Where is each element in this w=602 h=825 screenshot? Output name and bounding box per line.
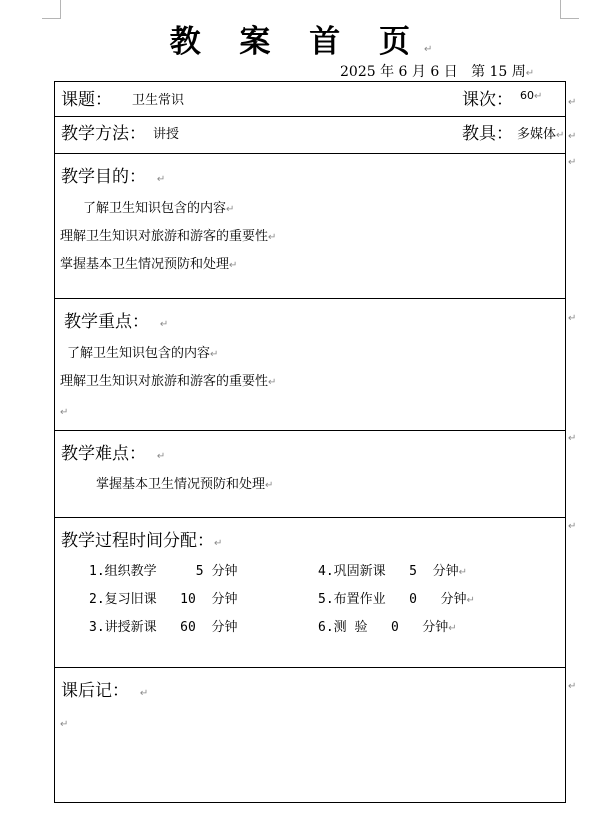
key-point-item: 理解卫生知识对旅游和游客的重要性↵ [60, 374, 277, 389]
paragraph-mark-icon: ↵ [156, 451, 166, 462]
lesson-date: 2025 年 6 月 6 日 [340, 64, 458, 80]
row-end-mark-icon: ↵ [568, 131, 577, 142]
schedule-item: 4.巩固新课 5 分钟↵ [318, 564, 468, 579]
paragraph-mark-icon: ↵ [60, 719, 69, 730]
difficulties-label: 教学难点： ↵ [61, 444, 166, 464]
schedule-item: 5.布置作业 0 分钟↵ [318, 592, 475, 607]
row-divider [55, 517, 565, 518]
paragraph-mark-icon: ↵ [214, 538, 223, 549]
paragraph-mark-icon: ↵ [156, 174, 166, 185]
topic-label: 课题： [61, 90, 112, 110]
lesson-week: 第 15 周 [471, 64, 526, 80]
key-points-label: 教学重点： ↵ [64, 312, 169, 332]
teaching-tool-label: 教具： [462, 124, 513, 144]
schedule-label: 教学过程时间分配：↵ [61, 531, 223, 551]
row-end-mark-icon: ↵ [568, 313, 577, 324]
schedule-item: 6.测 验 0 分钟↵ [318, 620, 457, 635]
paragraph-mark-icon: ↵ [159, 319, 169, 330]
schedule-item: 2.复习旧课 10 分钟 [89, 592, 238, 607]
lesson-count-value: 60↵ [520, 89, 543, 102]
row-divider [55, 298, 565, 299]
paragraph-mark-icon: ↵ [60, 407, 69, 418]
schedule-item: 1.组织教学 5 分钟 [89, 564, 238, 579]
afterword-label: 课后记： ↵ [61, 681, 149, 701]
row-end-mark-icon: ↵ [568, 521, 577, 532]
row-end-mark-icon: ↵ [568, 157, 577, 168]
row-end-mark-icon: ↵ [568, 433, 577, 444]
lesson-count-label: 课次： [462, 90, 513, 110]
key-point-item: 了解卫生知识包含的内容↵ [67, 346, 219, 361]
difficulty-item: 掌握基本卫生情况预防和处理↵ [96, 477, 274, 492]
row-end-mark-icon: ↵ [568, 681, 577, 692]
row-end-mark-icon: ↵ [568, 97, 577, 108]
row-divider [55, 667, 565, 668]
schedule-item: 3.讲授新课 60 分钟 [89, 620, 238, 635]
objective-item: 掌握基本卫生情况预防和处理↵ [60, 257, 238, 272]
objectives-label: 教学目的： ↵ [61, 167, 166, 187]
paragraph-mark-icon: ↵ [139, 688, 149, 699]
teaching-tool-value: 多媒体↵ [517, 127, 565, 142]
paragraph-mark-icon: ↵ [525, 68, 535, 79]
objective-item: 理解卫生知识对旅游和游客的重要性↵ [60, 229, 277, 244]
empty-paragraph [60, 404, 68, 419]
empty-paragraph [60, 716, 68, 731]
row-divider [55, 116, 565, 117]
topic-value: 卫生常识 [132, 93, 185, 108]
teaching-method-label: 教学方法： [61, 124, 146, 144]
paragraph-mark-icon: ↵ [534, 91, 543, 102]
paragraph-mark-icon: ↵ [424, 44, 433, 55]
page-title: 教 案 首 页↵ [169, 24, 433, 60]
objective-item: 了解卫生知识包含的内容↵ [83, 201, 235, 216]
date-line [340, 61, 534, 81]
paragraph-mark-icon: ↵ [556, 130, 565, 141]
lesson-plan-table [54, 81, 566, 803]
row-divider [55, 153, 565, 154]
teaching-method-value: 讲授 [153, 127, 180, 142]
row-divider [55, 430, 565, 431]
